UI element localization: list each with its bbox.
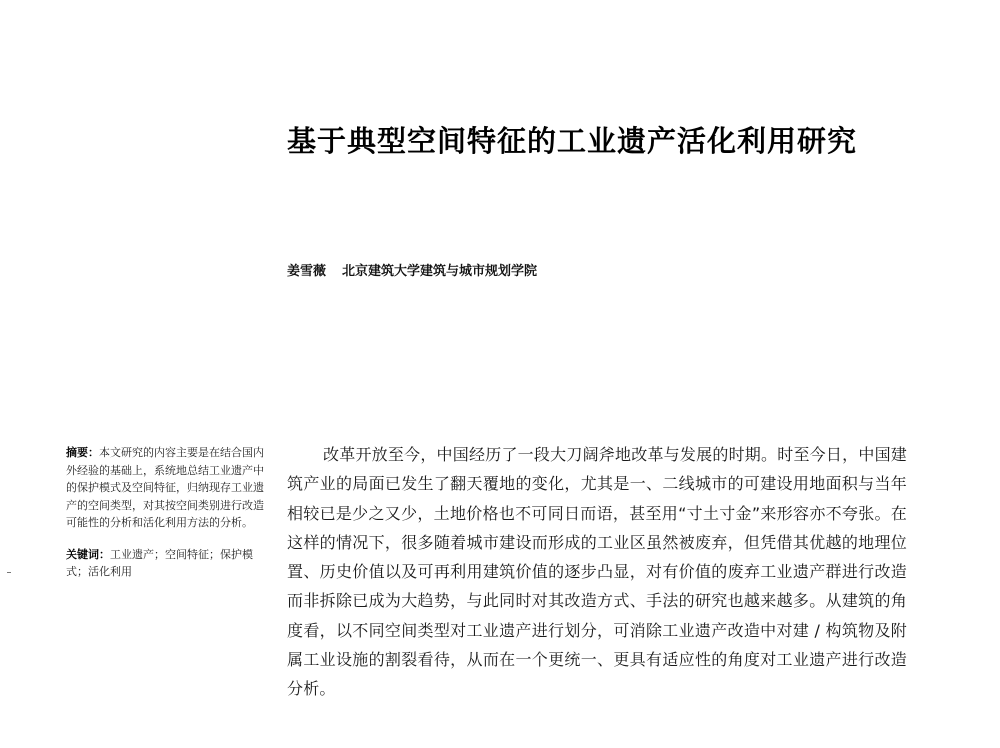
author-line bbox=[287, 262, 537, 282]
keywords-label: 关键词： bbox=[66, 547, 110, 561]
abstract-sidebar bbox=[66, 444, 266, 581]
keywords-text: 工业遗产；空间特征；保护模式；活化利用 bbox=[66, 547, 253, 578]
scan-artifact bbox=[7, 572, 11, 573]
keywords-block bbox=[66, 546, 266, 581]
body-paragraph: 改革开放至今，中国经历了一段大刀阔斧地改革与发展的时期。时至今日，中国建筑产业的局面已发生了翻天覆地的变化，尤其是一、二线城市的可建设用地面积与当年相较已是少之又少，土地价格也不可同日而语，甚至用“寸土寸金”来形容亦不夸张。在这样的情况下，很多随着城市建设而形成的工业区虽然被废弃，但凭借其优越的地理位置、历史价值以及可再利用建筑价值的逐步凸显，对有价值的废弃工业遗产群进行改造而非拆除已成为大趋势，与此同时对其改造方式、手法的研究也越来越多。从建筑的角度看，以不同空间类型对工业遗产进行划分，可消除工业遗产改造中对建 / 构筑物及附属工业设施的割裂看待，从而在一个更统一、更具有适应性的角度对工业遗产进行改造分析。 bbox=[287, 445, 907, 699]
author-affiliation: 北京建筑大学建筑与城市规划学院 bbox=[342, 264, 538, 279]
author-name: 姜雪薇 bbox=[287, 264, 327, 279]
abstract-label: 摘要： bbox=[66, 446, 99, 459]
abstract-block bbox=[66, 444, 266, 532]
paper-title: 基于典型空间特征的工业遗产活化利用研究 bbox=[287, 124, 858, 158]
abstract-text: 本文研究的内容主要是在结合国内外经验的基础上，系统地总结工业遗产中的保护模式及空间特征，归纳现存工业遗产的空间类型，对其按空间类别进行改造可能性的分析和活化利用方法的分析。 bbox=[66, 446, 264, 529]
